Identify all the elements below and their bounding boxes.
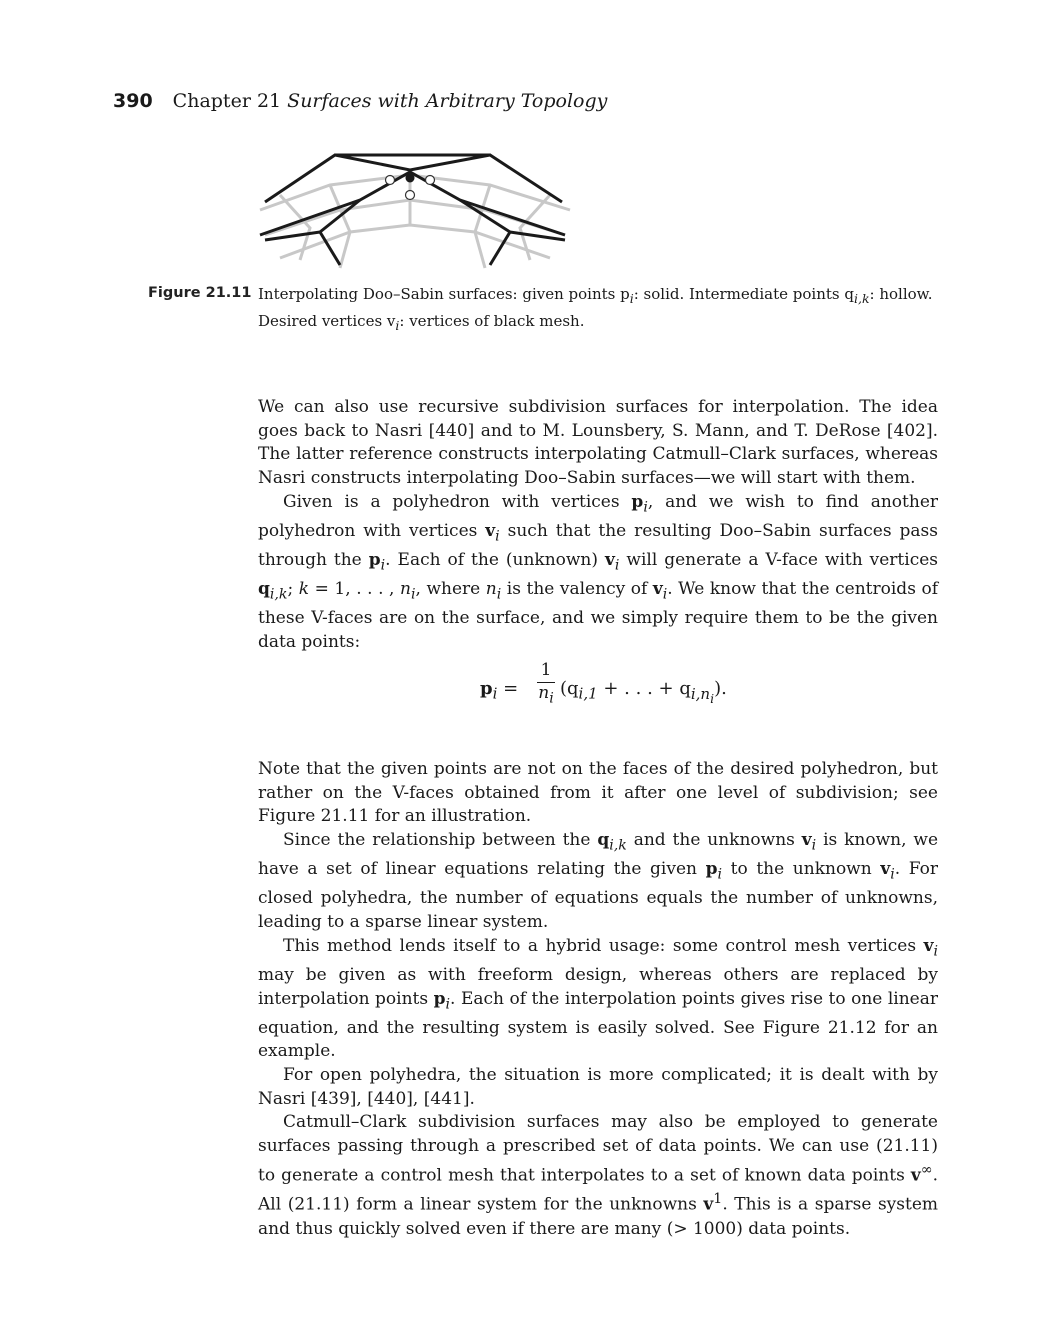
figure-caption: Interpolating Doo–Sabin surfaces: given points $p_i$: solid. Intermediate points $q_{i,k}$: hollow. Desired vertices $v_i$: vertices of black mesh. — [258, 285, 933, 333]
paragraph: For open polyhedra, the situation is more complicated; it is dealt with by Nasri [439], [440], [441]. — [258, 1065, 938, 1109]
paragraph: We can also use recursive subdivision surfaces for interpolation. The idea goes back to Nasri [440] and to M. Lounsbery, S. Mann, and T. DeRose [402]. The latter reference constructs interpolating Catmull–Clark surfaces, whereas Nasri constructs interpolating Doo–Sabin surfaces—we will start with them. — [258, 397, 938, 489]
doo-sabin-figure — [250, 140, 580, 270]
fraction: 1 $n_i$ — [538, 660, 554, 707]
chapter-label: Chapter 21 — [172, 90, 282, 112]
figure-label: Figure 21.11 — [148, 285, 252, 301]
paragraph: Since the relationship between the $q_{i,k}$ and the unknowns $v_i$ is known, we have a set of linear equations relating the given $p_i$ to the unknown $v_i$. For closed polyhedra, the number of equations equals the number of unknowns, leading to a sparse linear system. — [258, 830, 938, 932]
paragraph: This method lends itself to a hybrid usage: some control mesh vertices $v_i$ may be given as with freeform design, whereas others are replaced by interpolation points $p_i$. Each of the interpolation points gives rise to one linear equation, and the resulting system is easily solved. See Figure 21.12 for an example. — [258, 935, 938, 1062]
paragraph: Note that the given points are not on the faces of the desired polyhedron, but rather on the V-faces obtained from it after one level of subdivision; see Figure 21.11 for an illustration. — [258, 759, 938, 827]
hollow-point — [426, 176, 435, 185]
paragraph: Given is a polyhedron with vertices $p_i$, and we wish to find another polyhedron with vertices $v_i$ such that the resulting Doo–Sabin surfaces pass through the $p_i$. Each of the (unknown) $v_i$ will generate a V-face with vertices $q_{i,k}$; k = 1, . . . , $n_i$, where $n_i$ is the valency of $v_i$. We know that the centroids of these V-faces are on the surface, and we simply require them to be the given data points: — [258, 491, 939, 652]
paragraph: Catmull–Clark subdivision surfaces may also be employed to generate surfaces passing through a prescribed set of data points. We can use (21.11) to generate a control mesh that interpolates to a set of known data points v∞. All (21.11) form a linear system for the unknowns $v^1$. This is a sparse system and thus quickly solved even if there are many (> 1000) data points. — [258, 1112, 939, 1239]
running-header — [113, 90, 607, 120]
page-number: 390 — [113, 90, 153, 112]
body-section-1 — [258, 396, 938, 655]
solid-given-point — [406, 174, 415, 183]
body-section-2 — [258, 758, 938, 1241]
hollow-point — [386, 176, 395, 185]
hollow-point — [406, 191, 415, 200]
chapter-title: Surfaces with Arbitrary Topology — [287, 90, 608, 112]
